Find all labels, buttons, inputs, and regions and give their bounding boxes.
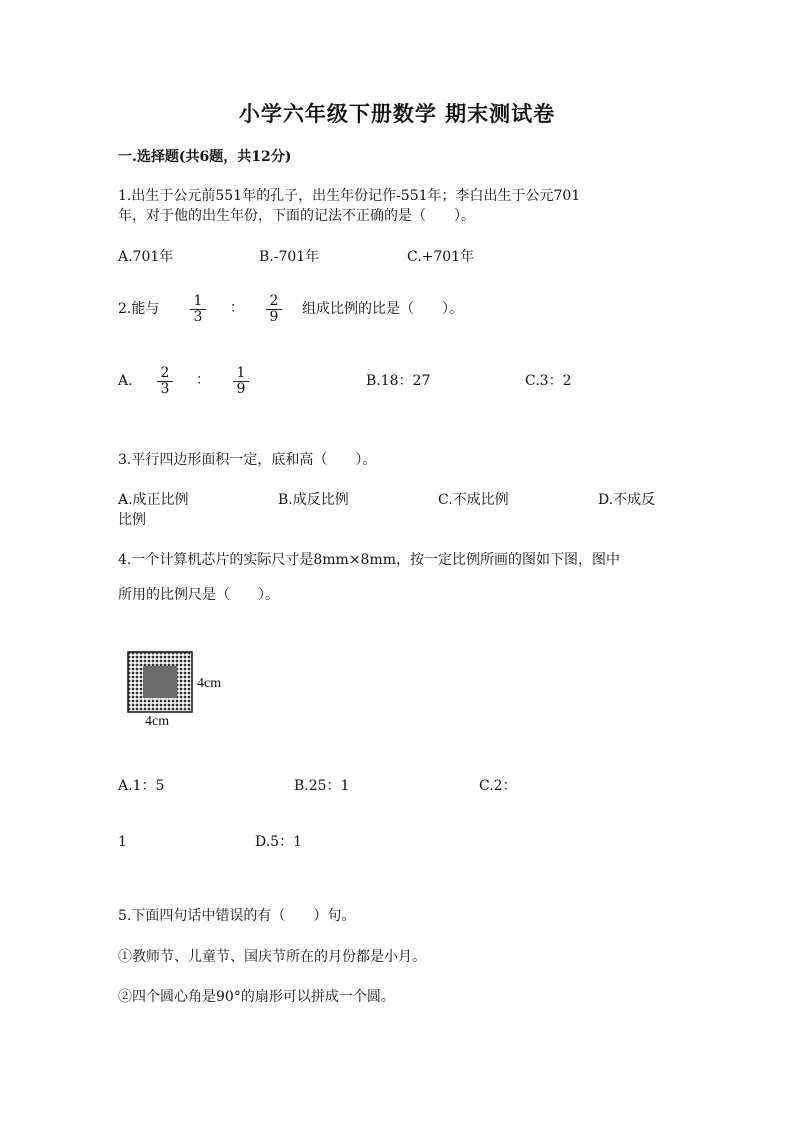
q1-option-c: C.+701年 [407, 249, 475, 265]
q4-option-b: B.25：1 [294, 778, 350, 794]
q1-stem-line2: 年，对于他的出生年份，下面的记法不正确的是（ ）。 [118, 208, 475, 224]
fraction-numerator: 2 [160, 365, 170, 381]
chip-inner-square [143, 666, 177, 698]
q5-item-2: ②四个圆心角是90°的扇形可以拼成一个圆。 [118, 989, 395, 1005]
fraction-numerator: 2 [269, 293, 279, 309]
q2-option-a-fraction-2 [229, 366, 253, 397]
q3-stem: 3.平行四边形面积一定，底和高（ ）。 [118, 452, 377, 468]
q2-option-c: C.3：2 [525, 373, 572, 389]
q3-option-d: D.不成反 [598, 492, 656, 508]
q5-item-1: ①教师节、儿童节、国庆节所在的月份都是小月。 [118, 949, 426, 965]
q2-fraction-2 [262, 294, 286, 325]
q3-option-c: C.不成比例 [438, 492, 509, 508]
chip-bottom-label: 4cm [145, 714, 170, 729]
q4-option-a: A.1：5 [118, 778, 165, 794]
fraction-denominator: 3 [193, 309, 203, 325]
q1-option-a: A.701年 [118, 249, 174, 265]
q4-option-d: D.5：1 [255, 834, 302, 850]
q2-prefix: 2.能与 [118, 301, 160, 317]
q3-option-d-wrap: 比例 [118, 512, 146, 528]
q3-option-b: B.成反比例 [278, 492, 349, 508]
q4-option-c-wrap: 1 [118, 834, 127, 850]
q4-stem-line1: 4.一个计算机芯片的实际尺寸是8mm×8mm，按一定比例所画的图如下图，图中 [118, 552, 621, 568]
q2-fraction-1 [186, 294, 210, 325]
q2-option-a-colon: ： [196, 372, 210, 388]
page-title: 小学六年级下册数学 期末测试卷 [238, 101, 556, 126]
fraction-denominator: 9 [236, 381, 246, 397]
q2-suffix: 组成比例的比是（ ）。 [302, 301, 463, 317]
q5-stem: 5.下面四句话中错误的有（ ）句。 [118, 908, 356, 924]
section-heading: 一.选择题(共6题，共12分) [118, 149, 292, 165]
fraction-denominator: 3 [160, 381, 170, 397]
q4-stem-line2: 所用的比例尺是（ ）。 [118, 587, 279, 603]
q1-stem-line1: 1.出生于公元前551年的孔子，出生年份记作-551年；李白出生于公元701 [118, 188, 581, 204]
fraction-numerator: 1 [236, 365, 246, 381]
chip-figure [127, 651, 193, 713]
fraction-numerator: 1 [193, 293, 203, 309]
q2-option-a-label: A. [118, 373, 133, 389]
q2-option-b: B.18：27 [366, 373, 431, 389]
q3-option-a: A.成正比例 [118, 492, 189, 508]
q2-option-a-fraction-1 [153, 366, 177, 397]
q1-option-b: B.-701年 [259, 249, 320, 265]
fraction-denominator: 9 [269, 309, 279, 325]
q4-option-c: C.2： [479, 778, 517, 794]
q2-colon: ： [230, 300, 244, 316]
chip-side-label: 4cm [197, 676, 222, 691]
